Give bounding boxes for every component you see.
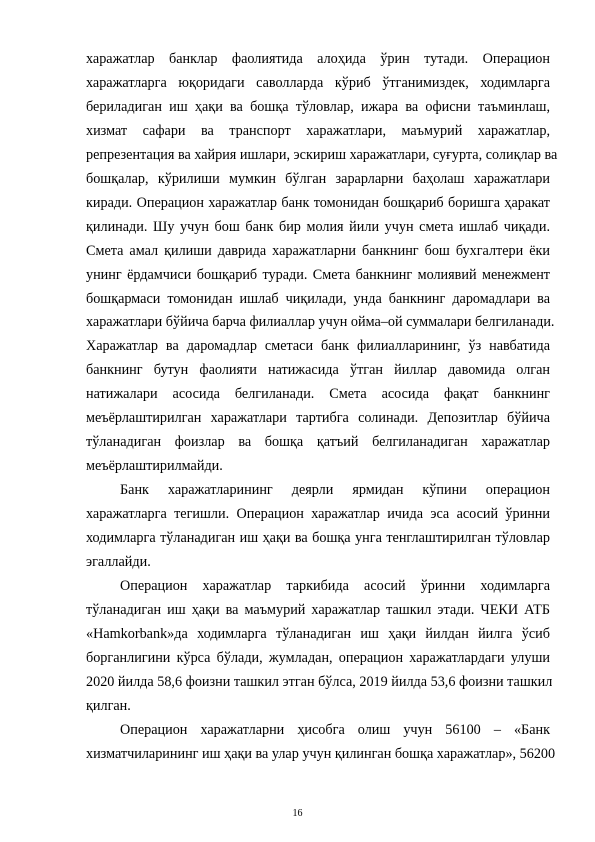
text-line: харажатлари бўйича барча филиаллар учун ойма–ой суммалари белгиланади. — [86, 314, 555, 331]
text-line: хизмат сафари ва транспорт харажатлари, маъмурий харажатлар, — [86, 122, 550, 139]
paragraph — [86, 479, 550, 575]
paragraph — [86, 575, 553, 719]
text-line: бериладиган иш ҳақи ва бошқа тўловлар, ижара ва офисни таъминлаш, — [86, 98, 550, 115]
text-line: хизматчиларининг иш ҳақи ва улар учун қилинган бошқа харажатлар», 56200 — [86, 745, 556, 762]
text-line: ходимларга тўланадиган иш ҳақи ва бошқа унга тенглаштирилган тўловлар — [86, 530, 550, 547]
text-line: тўланадиган фоизлар ва бошқа қатъий белгиланадиган харажатлар — [86, 434, 550, 451]
paragraph — [86, 719, 556, 767]
text-line: Харажатлар ва даромадлар сметаси банк филиалларининг, ўз навбатида — [86, 338, 550, 355]
text-line: киради. Операцион харажатлар банк томонидан бошқариб боришга ҳаракат — [86, 194, 550, 211]
text-line: Смета амал қилиши даврида харажатларни банкнинг бош бухгалтери ёки — [86, 242, 550, 259]
text-line: харажатларга тегишли. Операцион харажатлар ичида эса асосий ўринни — [86, 506, 550, 523]
text-line: меъёрлаштирилмайди. — [86, 458, 223, 475]
text-line: бошқалар, кўрилиши мумкин бўлган зарарларни баҳолаш харажатлари — [86, 170, 550, 187]
page-number: 16 — [292, 808, 303, 819]
page-body — [86, 48, 558, 767]
text-line: натижалари асосида белгиланади. Смета асосида фақат банкнинг — [86, 386, 550, 403]
text-line: харажатлар банклар фаолиятида алоҳида ўрин тутади. Операцион — [86, 51, 550, 67]
text-line: эгаллайди. — [86, 554, 151, 571]
text-line: репрезентация ва хайрия ишлари, эскириш харажатлари, суғурта, солиқлар ва — [86, 146, 558, 163]
text-line: тўланадиган иш ҳақи ва маъмурий харажатлар ташкил этади. ЧЕКИ АТБ — [86, 601, 550, 618]
text-line: бошқармаси томонидан ишлаб чиқилади, унда банкнинг даромадлари ва — [86, 290, 550, 307]
text-line: унинг ёрдамчиси бошқариб туради. Смета банкнинг молиявий менежмент — [86, 266, 550, 283]
text-line: қилган. — [86, 697, 131, 714]
text-line: 2020 йилда 58,6 фоизни ташкил этган бўлса, 2019 йилда 53,6 фоизни ташкил — [86, 673, 553, 690]
text-line: харажатларга юқоридаги саволларда кўриб ўтганимиздек, ходимларга — [86, 74, 550, 91]
text-line: «Hamkorbank»да ходимларга тўланадиган иш ҳақи йилдан йилга ўсиб — [86, 625, 550, 642]
text-line: Операцион харажатларни ҳисобга олиш учун 56100 – «Банк — [120, 721, 550, 738]
paragraph — [86, 48, 558, 479]
text-line: банкнинг бутун фаолияти натижасида ўтган йиллар давомида олган — [86, 362, 550, 379]
text-line: борганлигини кўрса бўлади, жумладан, операцион харажатлардаги улуши — [86, 649, 550, 666]
text-line: меъёрлаштирилган харажатлари тартибга солинади. Депозитлар бўйича — [86, 410, 550, 427]
text-line: Банк харажатларининг деярли ярмидан кўпини операцион — [120, 482, 550, 499]
text-line: қилинади. Шу учун бош банк бир молия йили учун смета ишлаб чиқади. — [86, 218, 550, 235]
text-line: Операцион харажатлар таркибида асосий ўринни ходимларга — [120, 577, 550, 594]
